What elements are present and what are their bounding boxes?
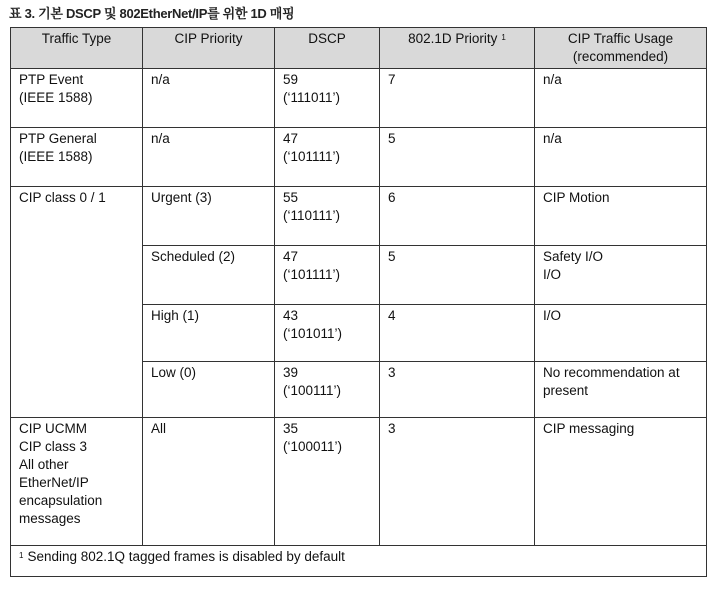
dscp-mapping-table [10, 27, 707, 577]
table-row [11, 128, 707, 187]
header-row [11, 28, 707, 69]
header-cip-traffic-usage: CIP Traffic Usage (recommended) [535, 28, 707, 69]
cell-cip-priority: Scheduled (2) [143, 246, 275, 305]
cell-priority: 3 [380, 362, 535, 418]
cell-usage: CIP messaging [535, 418, 707, 546]
cell-priority: 4 [380, 305, 535, 362]
cell-dscp: 59 (‘111011’) [275, 69, 380, 128]
footnote-text: Sending 802.1Q tagged frames is disabled by default [27, 549, 345, 564]
header-cip-priority: CIP Priority [143, 28, 275, 69]
table-row [11, 187, 707, 246]
cell-usage: I/O [535, 305, 707, 362]
cell-usage: n/a [535, 128, 707, 187]
cell-dscp: 47 (‘101111’) [275, 128, 380, 187]
cell-cip-priority: n/a [143, 128, 275, 187]
cell-cip-priority: High (1) [143, 305, 275, 362]
cell-traffic-type: CIP class 0 / 1 [11, 187, 143, 418]
cell-priority: 5 [380, 128, 535, 187]
cell-usage: CIP Motion [535, 187, 707, 246]
cell-dscp: 47 (‘101111’) [275, 246, 380, 305]
cell-priority: 7 [380, 69, 535, 128]
cell-dscp: 55 (‘110111’) [275, 187, 380, 246]
cell-priority: 5 [380, 246, 535, 305]
cell-traffic-type: CIP UCMM CIP class 3 All other EtherNet/IP encapsulation messages [11, 418, 143, 546]
cell-priority: 3 [380, 418, 535, 546]
cell-dscp: 35 (‘100011’) [275, 418, 380, 546]
table-caption: 표 3. 기본 DSCP 및 802EtherNet/IP를 위한 1D 매핑 [9, 6, 295, 21]
cell-cip-priority: Urgent (3) [143, 187, 275, 246]
cell-priority: 6 [380, 187, 535, 246]
table-row [11, 69, 707, 128]
footnote-marker: 1 [501, 33, 506, 42]
cell-cip-priority: Low (0) [143, 362, 275, 418]
cell-usage: No recommendation at present [535, 362, 707, 418]
table-row [11, 418, 707, 546]
cell-traffic-type: PTP General (IEEE 1588) [11, 128, 143, 187]
header-traffic-type: Traffic Type [11, 28, 143, 69]
footnote-row [11, 546, 707, 577]
cell-usage: Safety I/O I/O [535, 246, 707, 305]
cell-usage: n/a [535, 69, 707, 128]
header-dscp: DSCP [275, 28, 380, 69]
cell-cip-priority: All [143, 418, 275, 546]
cell-traffic-type: PTP Event (IEEE 1588) [11, 69, 143, 128]
cell-dscp: 39 (‘100111’) [275, 362, 380, 418]
cell-dscp: 43 (‘101011’) [275, 305, 380, 362]
cell-cip-priority: n/a [143, 69, 275, 128]
header-8021d-priority: 802.1D Priority $^1$ [380, 28, 535, 69]
footnote-cell [11, 546, 707, 577]
footnote-mark: 1 [19, 551, 24, 560]
